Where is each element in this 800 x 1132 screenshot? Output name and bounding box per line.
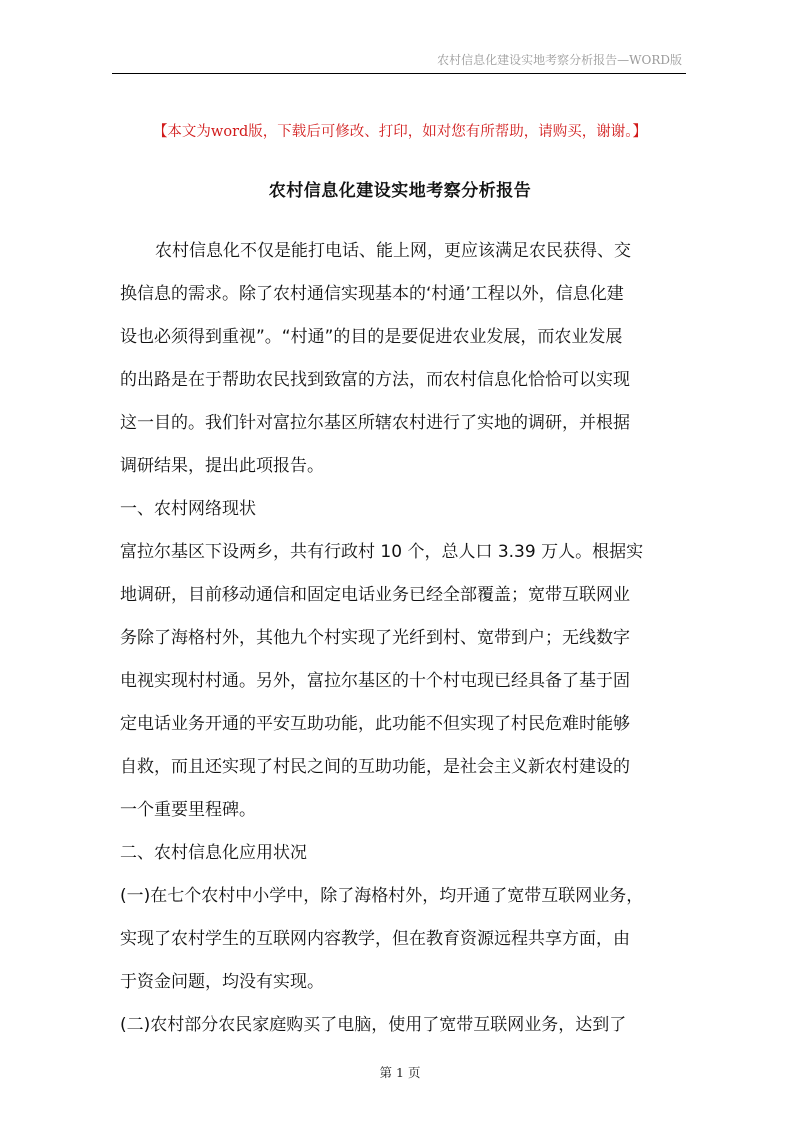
body-line: 定电话业务开通的平安互助功能，此功能不但实现了村民危难时能够 bbox=[120, 714, 630, 734]
body-line: 设也必须得到重视”。“村通”的目的是要促进农业发展，而农业发展 bbox=[120, 327, 623, 347]
body-line: 于资金问题，均没有实现。 bbox=[120, 972, 324, 992]
section-heading: 一、农村网络现状 bbox=[120, 499, 256, 519]
body-line: 电视实现村村通。另外，富拉尔基区的十个村屯现已经具备了基于固 bbox=[120, 671, 630, 691]
purchase-notice: 【本文为word版，下载后可修改、打印，如对您有所帮助，请购买，谢谢。】 bbox=[152, 124, 648, 140]
body-line: 换信息的需求。除了农村通信实现基本的‘村通’工程以外，信息化建 bbox=[120, 284, 624, 304]
body-line: 自救，而且还实现了村民之间的互助功能，是社会主义新农村建设的 bbox=[120, 757, 630, 777]
page-number: 第 1 页 bbox=[379, 1065, 421, 1080]
body-line: 这一目的。我们针对富拉尔基区所辖农村进行了实地的调研，并根据 bbox=[120, 413, 630, 433]
body-line: 调研结果，提出此项报告。 bbox=[120, 456, 324, 476]
body-line: 的出路是在于帮助农民找到致富的方法，而农村信息化恰恰可以实现 bbox=[120, 370, 630, 390]
body-line: 实现了农村学生的互联网内容教学，但在教育资源远程共享方面，由 bbox=[120, 929, 630, 949]
section-heading: 二、农村信息化应用状况 bbox=[120, 843, 307, 863]
body-line: (二)农村部分农民家庭购买了电脑，使用了宽带互联网业务，达到了 bbox=[120, 1015, 627, 1035]
body-line: 地调研，目前移动通信和固定电话业务已经全部覆盖；宽带互联网业 bbox=[120, 585, 630, 605]
body-line: 务除了海格村外，其他九个村实现了光纤到村、宽带到户；无线数字 bbox=[120, 628, 630, 648]
body-line: 富拉尔基区下设两乡，共有行政村 10 个，总人口 3.39 万人。根据实 bbox=[120, 542, 644, 562]
document-title: 农村信息化建设实地考察分析报告 bbox=[268, 181, 532, 201]
header-divider bbox=[112, 73, 686, 74]
body-line: 农村信息化不仅是能打电话、能上网，更应该满足农民获得、交 bbox=[155, 241, 631, 261]
body-line: (一)在七个农村中小学中，除了海格村外，均开通了宽带互联网业务， bbox=[120, 886, 644, 906]
body-line: 一个重要里程碑。 bbox=[120, 800, 256, 820]
running-header: 农村信息化建设实地考察分析报告—WORD版 bbox=[437, 53, 682, 67]
